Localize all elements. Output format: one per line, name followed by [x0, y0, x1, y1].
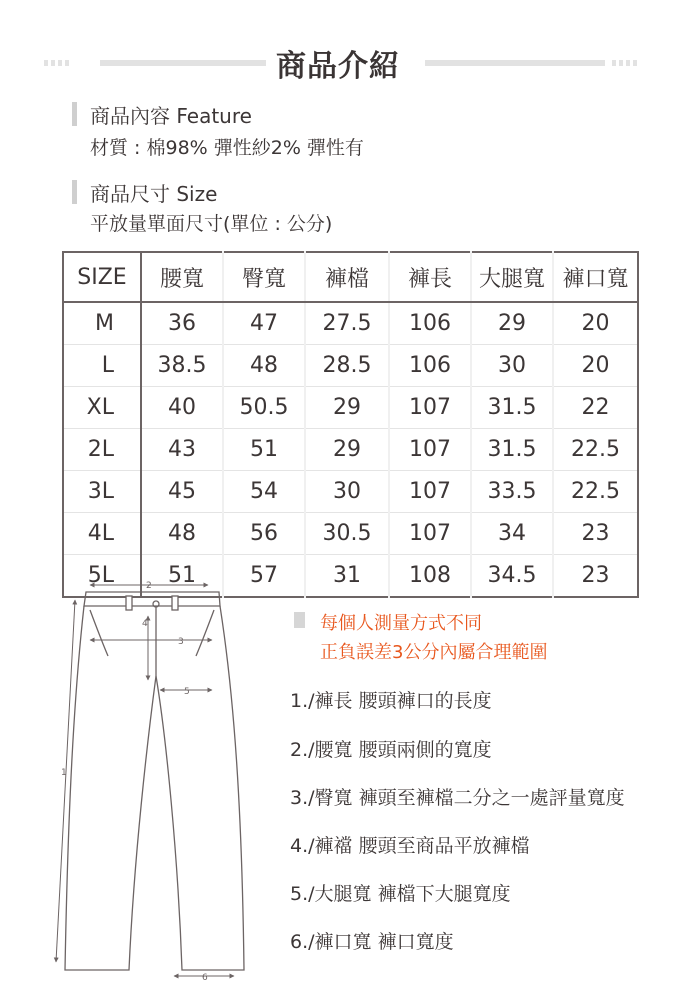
desc-thigh: 5./大腿寬 褲檔下大腿寬度: [290, 883, 511, 905]
cell-length: 107: [389, 471, 471, 513]
title-deco-right-dots: [612, 60, 637, 66]
diagram-label-4: 4: [142, 619, 148, 629]
cell-length: 107: [389, 387, 471, 429]
cell-thigh: 34: [471, 513, 553, 555]
cell-thigh: 29: [471, 302, 553, 345]
cell-waist: 38.5: [141, 345, 223, 387]
cell-size: 2L: [63, 429, 141, 471]
desc-rise: 4./褲襠 腰頭至商品平放褲檔: [290, 835, 530, 857]
col-header-length: 褲長: [389, 252, 471, 302]
size-subtitle: 平放量單面尺寸(單位 : 公分): [90, 213, 333, 235]
cell-size: L: [63, 345, 141, 387]
cell-rise: 27.5: [305, 302, 389, 345]
cell-hip: 56: [223, 513, 305, 555]
note-marker: [294, 612, 305, 628]
desc-hem: 6./褲口寬 褲口寬度: [290, 931, 454, 953]
size-table: [62, 251, 639, 598]
cell-rise: 31: [305, 555, 389, 598]
title-bar: [0, 38, 690, 86]
col-header-rise: 褲檔: [305, 252, 389, 302]
title-deco-left-line: [100, 60, 266, 66]
cell-size: XL: [63, 387, 141, 429]
size-table-header-row: [63, 252, 638, 302]
col-header-hem: 褲口寬: [553, 252, 638, 302]
title-deco-left-dots: [44, 60, 69, 66]
cell-hip: 54: [223, 471, 305, 513]
cell-size: 3L: [63, 471, 141, 513]
diagram-label-3: 3: [178, 637, 184, 647]
table-row: [63, 302, 638, 345]
cell-hip: 50.5: [223, 387, 305, 429]
cell-length: 106: [389, 302, 471, 345]
title-deco-right-line: [425, 60, 605, 66]
diagram-label-1: 1: [61, 768, 67, 778]
cell-rise: 30: [305, 471, 389, 513]
cell-hip: 47: [223, 302, 305, 345]
cell-length: 107: [389, 513, 471, 555]
cell-size: M: [63, 302, 141, 345]
cell-waist: 45: [141, 471, 223, 513]
feature-heading: 商品內容 Feature: [72, 100, 252, 129]
cell-hem: 23: [553, 513, 638, 555]
table-row: [63, 429, 638, 471]
size-heading: 商品尺寸 Size: [72, 178, 217, 207]
cell-waist: 36: [141, 302, 223, 345]
desc-length: 1./褲長 腰頭褲口的長度: [290, 690, 492, 712]
cell-thigh: 31.5: [471, 387, 553, 429]
cell-rise: 28.5: [305, 345, 389, 387]
desc-hip: 3./臀寬 褲頭至褲檔二分之一處評量寬度: [290, 787, 625, 809]
diagram-label-5: 5: [184, 687, 190, 697]
table-row: [63, 471, 638, 513]
pants-diagram: [44, 576, 284, 986]
cell-waist: 48: [141, 513, 223, 555]
cell-hip: 48: [223, 345, 305, 387]
note-line-2: 正負誤差3公分內屬合理範圍: [320, 642, 548, 663]
cell-hip: 51: [223, 429, 305, 471]
cell-thigh: 30: [471, 345, 553, 387]
cell-length: 106: [389, 345, 471, 387]
note-line-1: 每個人測量方式不同: [320, 613, 482, 634]
table-row: [63, 513, 638, 555]
cell-size: 4L: [63, 513, 141, 555]
cell-hem: 22.5: [553, 429, 638, 471]
cell-rise: 30.5: [305, 513, 389, 555]
cell-hem: 23: [581, 563, 610, 588]
diagram-label-6: 6: [202, 973, 208, 983]
cell-waist: 40: [141, 387, 223, 429]
cell-thigh: 31.5: [471, 429, 553, 471]
cell-hip: 57: [223, 555, 305, 598]
cell-hem: 22.5: [553, 471, 638, 513]
col-header-waist: 腰寬: [141, 252, 223, 302]
cell-hem: 22: [553, 387, 638, 429]
cell-size: 5L: [63, 555, 141, 598]
cell-thigh: 33.5: [471, 471, 553, 513]
table-row: [63, 345, 638, 387]
cell-hem: 20: [553, 302, 638, 345]
col-header-size: SIZE: [63, 252, 141, 302]
cell-length: 107: [389, 429, 471, 471]
col-header-thigh: 大腿寬: [471, 252, 553, 302]
cell-thigh: 34.5: [471, 555, 553, 598]
cell-length: 108: [389, 555, 471, 598]
cell-waist: 51: [141, 555, 223, 598]
cell-rise: 29: [305, 387, 389, 429]
cell-rise: 29: [305, 429, 389, 471]
desc-waist: 2./腰寬 腰頭兩側的寬度: [290, 739, 492, 761]
diagram-label-2: 2: [146, 581, 152, 591]
material-text: 材質 : 棉98% 彈性紗2% 彈性有: [90, 137, 364, 159]
cell-waist: 43: [141, 429, 223, 471]
page-title: 商品介紹: [276, 49, 400, 84]
cell-hem: 20: [553, 345, 638, 387]
table-row: [63, 387, 638, 429]
col-header-hip: 臀寬: [223, 252, 305, 302]
